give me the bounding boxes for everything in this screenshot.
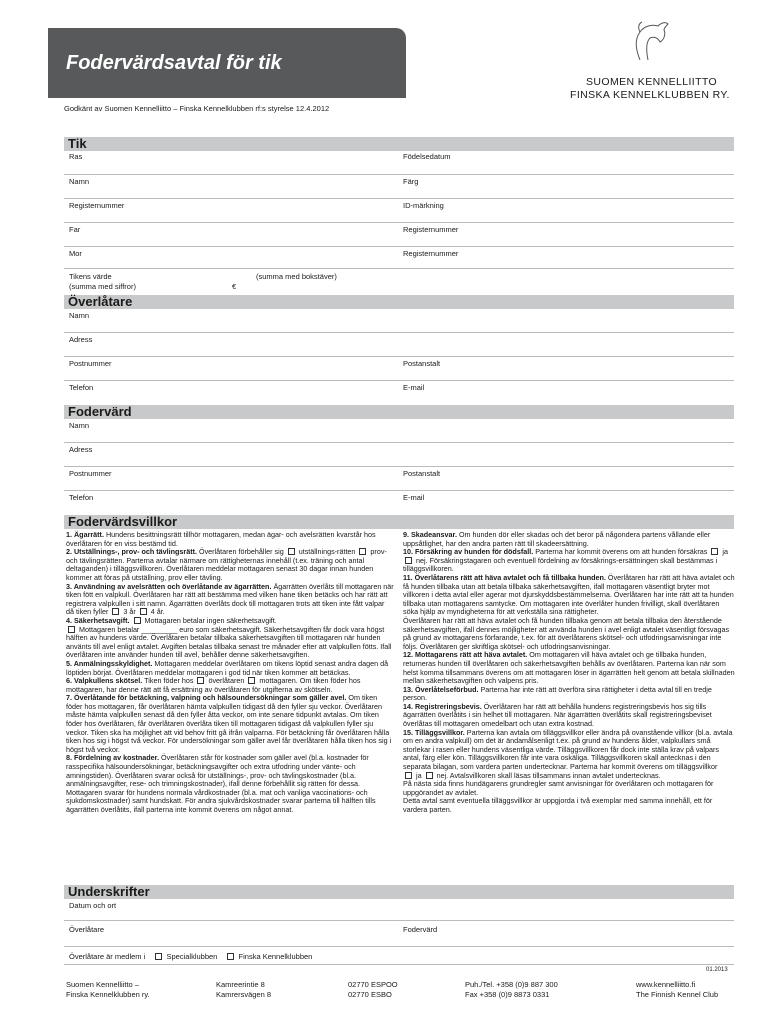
section-underskrifter-heading: Underskrifter xyxy=(64,885,734,899)
varde-bokstaver-label: (summa med bokstäver) xyxy=(256,272,337,281)
sakerhetsavgift-checkbox[interactable] xyxy=(68,626,75,633)
terms-left-column xyxy=(66,531,394,815)
term-1: 1. Ägarrätt. Hundens besittningsrätt tillhör mottagaren, medan ägar- och avelsrätten kvarstår hos överlåtaren för en viss bestämd tid. xyxy=(66,530,376,548)
tillagg-ja-checkbox[interactable] xyxy=(405,772,412,779)
ingen-sakerhetsavgift-checkbox[interactable] xyxy=(134,617,141,624)
fyra-ar-checkbox[interactable] xyxy=(140,608,147,615)
ras-label: Ras xyxy=(69,152,83,161)
term-12: 12. Mottagarens rätt att häva avtalet. Om mottagaren vill häva avtalet och ge tillbaka hunden, returneras hunden till överlåtaren och säkerhetsavgiften behålls av överlåtaren. Parterna kan när som helst komma tillsammans överens om att mottagaren löser in ägarrätten helt genom att betala skillnaden mellan säkerhetsavgiften och valpens pris. xyxy=(403,650,735,686)
term-10: 10. Försäkring av hunden för dödsfall. Parterna har kommit överens om att hunden försäkras ja nej. Försäkringstagaren och eventuell fördelning av försäkrings-ersättningen skall bestämmas i tilläggsvillkoren. xyxy=(403,547,728,574)
term-14: 14. Registreringsbevis. Överlåtaren har rätt att behålla hundens registreringsbevis hos sig tills ägarrätten överlåtits i sin helhet till mottagaren. När ägarrätten överlåtits skall registreringsbeviset överlåtas till mottagaren omedelbart och utan extra kostnad. xyxy=(403,701,712,729)
dog-head-logo-icon xyxy=(626,20,672,64)
overlatare-postnummer-label: Postnummer xyxy=(69,359,112,368)
term-11: 11. Överlåtarens rätt att häva avtalet och få tillbaka hunden. Överlåtaren har rätt att häva avtalet och få hunden tillbaka utan att betala tillbaka säkerhetsavgiften, ifall mottagaren väsentligt bryter mot villkoren i detta avtal eller agerar mot djurskyddsbestämmelserna. Överlåtaren har inte rätt att ta hunden tillbaka utan mottagarens samtycke. Om mottagaren inte överlåter hunden frivilligt, skall överlåtaren söka hjälp av myndigheterna för att verkställa sina rättigheter. xyxy=(403,572,735,617)
forsakring-nej-checkbox[interactable] xyxy=(405,557,412,564)
overlatare-namn-label: Namn xyxy=(69,311,90,320)
overlatare-telefon-label: Telefon xyxy=(69,383,94,392)
term-8: 8. Fördelning av kostnader. Överlåtaren står för kostnader som gäller avel (bl.a. kostnader för rasspecifika hälsoundersökningar, betäckningsavgifter och extra utfodring under vänte- och amningstiden). Överlåtaren svarar också för utställnings-, prov- och tävlingskostnader (bl.a. anmälningsavgifter, rese- och trimningskostnader), ifall denne förbehållit sig rätten för dessa. Mottagaren svarar för hundens normala vårdkostnader (bl.a. mat och vanliga vaccinations- och sjukdomskostnader) samt hundskatt. För andra sjukvårdskostnader svarar parterna till hälften tills ägarrätten överlåtits, ifall parterna inte kommit överens om något annat. xyxy=(66,753,376,814)
forsakring-ja-checkbox[interactable] xyxy=(711,548,718,555)
org-name-sv: FINSKA KENNELKLUBBEN RY. xyxy=(570,89,730,101)
term-13: 13. Överlåtelseförbud. Parterna har inte rätt att överföra sina rättigheter i detta avtal till en tredje person. xyxy=(403,684,712,703)
divider xyxy=(64,356,734,357)
sign-overlatare-label: Överlåtare xyxy=(69,925,105,934)
section-villkor-heading: Fodervärdsvillkor xyxy=(64,515,734,529)
utstallning-checkbox[interactable] xyxy=(288,548,295,555)
tillagg-nej-checkbox[interactable] xyxy=(426,772,433,779)
form-version: 01.2013 xyxy=(706,967,728,973)
overlatare-adress-label: Adress xyxy=(69,335,93,344)
fodervard-telefon-label: Telefon xyxy=(69,493,94,502)
term-7: 7. Överlåtande för betäckning, valpning och hälsoundersökningar som gäller avel. Om tiken föder hos mottagaren, får överlåtaren hämta valpkullen tidigast då den fyller sju veckor. Överlåtaren måste hämta valpkullen senast då den fyller åtta veckor, om inte senare tidpunkt avtalas. Om tiken föder hos överlåtaren, får överlåtaren överlåta tiken till mottagaren tidigast då valpkullen fyller sju veckor. Tiken ska ha möjlighet att vid behov fritt gå ifrån valparna. För betäckning får överlåtaren hålla tiken hos sig i högst två veckor. För undersökningar som gäller avel får överlåtaren hålla tiken hos sig i högst två veckor. xyxy=(66,693,392,754)
org-name-fi: SUOMEN KENNELLIITTO xyxy=(586,76,718,88)
page-title: Fodervärdsavtal för tik xyxy=(66,52,282,74)
id-markning-label: ID-märkning xyxy=(403,201,444,210)
term-11-cont: Överlåtaren har rätt att häva avtalet och få hunden tillbaka genom att betala tillbaka den återstående säkerhetsavgiften, ifall dennes möjligheter att använda hunden i avel enligt avtalet väsentligt försvagas på grund av mottagarens förfarande, t.ex. för att överlåtarens skötsel- och utfodringsanvisningar inte följs. Överlåtaren ger skriftliga skötsel- och utfodringsanvisningar. xyxy=(403,615,730,651)
term-3: 3. Användning av avelsrätten och överlåtande av ägarrätten. Ägarrätten överlåts till mottagaren när tiken fött en valpkull. Överlåtaren har rätt att bestämma med vilken hane tiken betäcks och har rätt att registrera valpkullen i sitt namn. Ägarrätten överlåts dock till mottagaren trots att tiken inte fått valpar då tiken fyller 3 år 4 år. xyxy=(66,581,394,617)
term-15: 15. Tilläggsvillkor. Parterna kan avtala om tilläggsvillkor eller ändra på ovanstående villkor (bl.a. avtala om en andra valpkull) om det är ändamålsenligt t.ex. på grund av hundens ålder, valpkullars små storlekar i rasen eller hundens väsentliga värde. Tilläggsvillkoren får dock inte ställa krav på valpars antal, färg eller kön. Tilläggsvillkoren får inte vara oskäliga. Tilläggsvillkoren skall antecknas i den separata bilagan, som vardera parten undertecknar. Parterna har kommit överens om tilläggsvillkor ja nej. Avtalsvillkoren skall läsas tillsammans innan avtalet undertecknas. xyxy=(403,727,733,780)
tik-namn-label: Namn xyxy=(69,177,90,186)
section-overlatare-heading: Överlåtare xyxy=(64,295,734,309)
divider xyxy=(64,268,734,269)
footer-phone: Puh./Tel. +358 (0)9 887 300 Fax +358 (0)9 8873 0331 xyxy=(465,980,558,999)
tre-ar-checkbox[interactable] xyxy=(112,608,119,615)
varde-label: Tikens värde xyxy=(69,272,112,281)
divider xyxy=(64,380,734,381)
farg-label: Färg xyxy=(403,177,419,186)
divider xyxy=(64,246,734,247)
euro-sign: € xyxy=(232,282,237,291)
fodervard-email-label: E-mail xyxy=(403,493,425,502)
term-2: 2. Utställnings-, prov- och tävlingsrätt. Överlåtaren förbehåller sig utställnings-rätten prov- och tävlingsrätten. Parterna avtalar närmare om rättigheternas innehåll (t.ex. träning och antal deltaganden) i tilläggsvillkoren. Överlåtaren meddelar mottagaren senast 30 dagar innan hunden kommer att föras på utställning, prov eller tävling. xyxy=(66,547,387,582)
divider xyxy=(64,198,734,199)
divider xyxy=(64,964,734,965)
foder-mottagare-checkbox[interactable] xyxy=(248,677,255,684)
far-registernummer-label: Registernummer xyxy=(403,225,459,234)
divider xyxy=(64,946,734,947)
overlatare-postanstalt-label: Postanstalt xyxy=(403,359,441,368)
approval-note: Godkänt av Suomen Kennelliitto – Finska Kennelklubben rf:s styrelse 12.4.2012 xyxy=(64,104,330,113)
divider xyxy=(64,442,734,443)
terms-right-column xyxy=(403,531,735,815)
varde-siffror-label: (summa med siffror) xyxy=(69,282,136,291)
footer-org: Suomen Kennelliitto – Finska Kennelklubben ry. xyxy=(66,980,150,999)
sign-fodervard-label: Fodervärd xyxy=(403,925,438,934)
fodervard-postnummer-label: Postnummer xyxy=(69,469,112,478)
datum-ort-label: Datum och ort xyxy=(69,901,117,910)
specialklubben-checkbox[interactable] xyxy=(155,953,162,960)
registernummer-label: Registernummer xyxy=(69,201,125,210)
far-label: Far xyxy=(69,225,81,234)
fodervard-namn-label: Namn xyxy=(69,421,90,430)
fodelsedatum-label: Födelsedatum xyxy=(403,152,451,161)
overlatare-email-label: E-mail xyxy=(403,383,425,392)
footer-street: Kamreerintie 8 Kamrersvägen 8 xyxy=(216,980,272,999)
term-6: 6. Valpkullens skötsel. Tiken föder hos överlåtaren mottagaren. Om tiken föder hos mottagaren, har denne rätt att få ersättning av överlåtaren för utgifterna av skötseln. xyxy=(66,676,361,694)
term-15-copies: Detta avtal samt eventuella tilläggsvillkor är uppgjorda i två exemplar med samma innehåll, ett för vardera parten. xyxy=(403,796,713,814)
fodervard-postanstalt-label: Postanstalt xyxy=(403,469,441,478)
mor-label: Mor xyxy=(69,249,82,258)
footer-postcode: 02770 ESPOO 02770 ESBO xyxy=(348,980,398,999)
divider xyxy=(64,490,734,491)
divider xyxy=(64,174,734,175)
divider xyxy=(64,466,734,467)
fodervard-adress-label: Adress xyxy=(69,445,93,454)
divider xyxy=(64,222,734,223)
foder-overlatare-checkbox[interactable] xyxy=(197,677,204,684)
prov-tavling-checkbox[interactable] xyxy=(359,548,366,555)
term-5: 5. Anmälningsskyldighet. Mottagaren meddelar överlåtaren om tikens löptid senast andra dagen då löptiden börjat. Överlåtaren meddelar mottagaren i god tid när tiken kommer att betäckas. xyxy=(66,658,389,677)
mor-registernummer-label: Registernummer xyxy=(403,249,459,258)
term-9: 9. Skadeansvar. Om hunden dör eller skadas och det beror på någondera partens vållande eller uppsåtlighet, har den andra parten rätt till skadeersättning. xyxy=(403,530,711,548)
section-fodervard-heading: Fodervärd xyxy=(64,405,734,419)
footer-web: www.kennelliitto.fi The Finnish Kennel Club xyxy=(636,980,719,999)
medlem-label: Överlåtare är medlem i Specialklubben Finska Kennelklubben xyxy=(69,952,313,961)
section-tik-heading: Tik xyxy=(64,137,734,151)
divider xyxy=(64,920,734,921)
term-4: 4. Säkerhetsavgift. Mottagaren betalar ingen säkerhetsavgift. Mottagaren betalar _________ euro som säkerhetsavgift. Säkerhetsavgiften får dock vara högst hälften av hundens värde. Överlåtaren betalar tillbaka säkerhetsavgiften till mottagaren när hunden använts till avel enligt avtalet. Avgiften betalas tillbaka senast tre månader efter att valpkullen fötts. Ifall överlåtaren inte använder hunden till avel, behåller denne säkerhetsavgiften. xyxy=(66,615,392,660)
term-15-note: På nästa sida finns hundägarens grundregler samt anvisningar för överlåtaren och mottagaren för uppgörandet av avtalet. xyxy=(403,779,714,797)
divider xyxy=(64,332,734,333)
finska-kennelklubben-checkbox[interactable] xyxy=(227,953,234,960)
